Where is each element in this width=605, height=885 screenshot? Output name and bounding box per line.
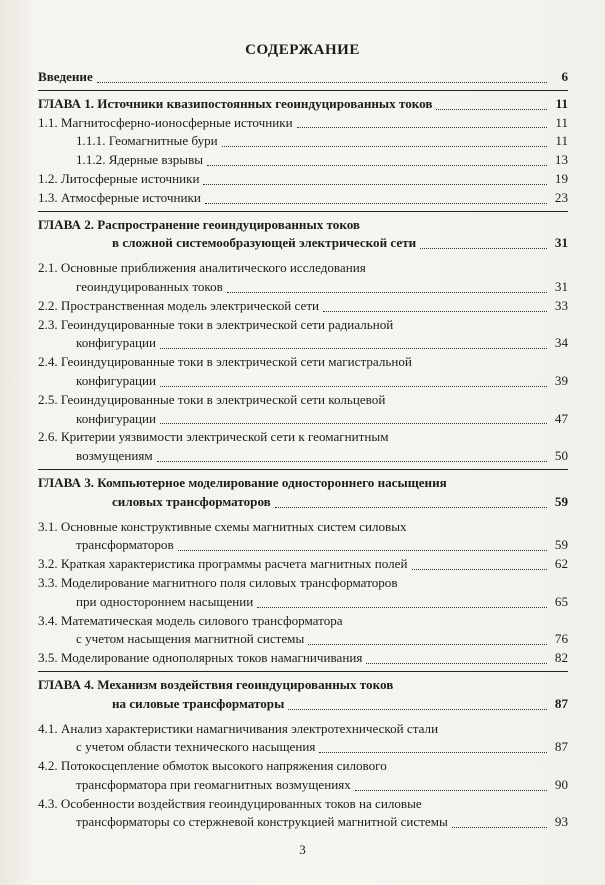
- dot-leader: [308, 644, 547, 645]
- toc-entry-label: 1.1.2. Ядерные взрывы: [76, 152, 204, 168]
- toc-entry-label: силовых трансформаторов: [112, 493, 271, 509]
- toc-section-4-3-line1[interactable]: 4.3. Особенности воздействия геоиндуцированных токов на силовые: [38, 795, 422, 811]
- toc-section-2-1[interactable]: [38, 278, 568, 297]
- page-title: СОДЕРЖАНИЕ: [245, 42, 360, 58]
- toc-page-number: 11: [555, 114, 568, 130]
- toc-section-3-1-line1[interactable]: 3.1. Основные конструктивные схемы магнитных систем силовых: [38, 518, 407, 534]
- toc-section-3-3[interactable]: [38, 593, 568, 612]
- dot-leader: [203, 184, 547, 185]
- dot-leader: [412, 569, 548, 570]
- toc-entry-label: на силовые трансформаторы: [112, 695, 285, 711]
- toc-page-number: 6: [561, 69, 568, 84]
- toc-page-number: 11: [555, 133, 568, 149]
- dot-leader: [436, 109, 547, 110]
- dot-leader: [420, 248, 547, 249]
- toc-entry-label: трансформатора при геомагнитных возмущениях: [76, 776, 351, 792]
- toc-entry-label: 2.2. Пространственная модель электрической сети: [38, 297, 320, 313]
- toc-entry-label: 3.5. Моделирование однополярных токов намагничивания: [38, 650, 363, 666]
- toc-section-3-4-line1[interactable]: 3.4. Математическая модель силового трансформатора: [38, 612, 343, 628]
- dot-leader: [355, 790, 547, 791]
- toc-entry-label: конфигурации: [76, 335, 157, 351]
- dot-leader: [160, 348, 547, 349]
- toc-section-1-3[interactable]: [38, 189, 568, 208]
- toc-page-number: 62: [554, 556, 568, 572]
- toc-page-number: 19: [554, 170, 568, 186]
- toc-chapter-3-title-line1[interactable]: ГЛАВА 3. Компьютерное моделирование одностороннего насыщения: [38, 474, 447, 490]
- toc-section-4-1-line1[interactable]: 4.1. Анализ характеристики намагничивания электротехнической стали: [38, 720, 439, 736]
- dot-leader: [297, 127, 547, 128]
- toc-section-2-4-line1[interactable]: 2.4. Геоиндуцированные токи в электрической сети магистральной: [38, 354, 412, 370]
- toc-section-2-3[interactable]: [38, 334, 568, 353]
- chapter-separator: [38, 211, 568, 212]
- toc-entry-label: в сложной системообразующей электрической сети: [112, 235, 417, 251]
- toc-entry-label: с учетом области технического насыщения: [76, 739, 316, 755]
- toc-page-number: 11: [555, 95, 568, 111]
- toc-page-number: 90: [554, 776, 568, 792]
- toc-section-2-4[interactable]: [38, 372, 568, 391]
- toc-entry-label: при одностороннем насыщении: [76, 593, 254, 609]
- dot-leader: [275, 507, 547, 508]
- toc-page-number: 34: [554, 335, 568, 351]
- toc-chapter-3[interactable]: [38, 493, 568, 512]
- toc-page-number: 13: [554, 152, 568, 168]
- toc-page-number: 82: [554, 650, 568, 666]
- toc-section-3-3-line1[interactable]: 3.3. Моделирование магнитного поля силовых трансформаторов: [38, 574, 398, 590]
- toc-page-number: 65: [554, 593, 568, 609]
- toc-entry-label: конфигурации: [76, 410, 157, 426]
- toc-page-number: 31: [554, 278, 568, 294]
- toc-entry-label: 1.3. Атмосферные источники: [38, 189, 201, 205]
- toc-entry-label: 1.2. Литосферные источники: [38, 170, 200, 186]
- dot-leader: [160, 386, 547, 387]
- toc-chapter-2[interactable]: [38, 234, 568, 253]
- dot-leader: [257, 607, 547, 608]
- dot-leader: [160, 423, 547, 424]
- page-number: 3: [299, 842, 306, 857]
- toc-entry-label: конфигурации: [76, 372, 157, 388]
- toc-page-number: 33: [554, 297, 568, 313]
- toc-page-number: 23: [554, 189, 568, 205]
- dot-leader: [452, 827, 547, 828]
- toc-page-number: 87: [554, 695, 568, 711]
- toc-section-4-3[interactable]: [38, 813, 568, 832]
- toc-section-1-1[interactable]: [38, 114, 568, 133]
- toc-section-1-1-1[interactable]: [38, 132, 568, 151]
- toc-section-2-3-line1[interactable]: 2.3. Геоиндуцированные токи в электрической сети радиальной: [38, 316, 394, 332]
- toc-chapter-1[interactable]: [38, 95, 568, 114]
- toc-section-1-1-2[interactable]: [38, 151, 568, 170]
- toc-page-number: 87: [554, 739, 568, 755]
- toc-page-number: 50: [554, 448, 568, 464]
- dot-leader: [366, 663, 547, 664]
- toc-section-2-5[interactable]: [38, 410, 568, 429]
- toc-page-number: 93: [554, 814, 568, 830]
- dot-leader: [157, 461, 547, 462]
- toc-entry-label: трансформаторы со стержневой конструкцией магнитной системы: [76, 814, 448, 830]
- dot-leader: [222, 146, 547, 147]
- toc-section-4-2[interactable]: [38, 776, 568, 795]
- toc-page-number: 39: [554, 372, 568, 388]
- toc-section-2-1-line1[interactable]: 2.1. Основные приближения аналитического исследования: [38, 260, 366, 276]
- toc-entry-label: возмущениям: [76, 448, 153, 464]
- toc-entry-label: Введение: [38, 69, 93, 84]
- toc-entry-intro[interactable]: [38, 68, 568, 87]
- toc-section-1-2[interactable]: [38, 170, 568, 189]
- toc-section-2-6[interactable]: [38, 447, 568, 466]
- toc-chapter-4-title-line1[interactable]: ГЛАВА 4. Механизм воздействия геоиндуцированных токов: [38, 676, 394, 692]
- toc-page-number: 59: [554, 493, 568, 509]
- table-of-contents: [38, 68, 568, 832]
- dot-leader: [205, 203, 547, 204]
- dot-leader: [323, 311, 547, 312]
- dot-leader: [207, 165, 547, 166]
- toc-section-3-5[interactable]: [38, 649, 568, 668]
- toc-section-3-4[interactable]: [38, 630, 568, 649]
- dot-leader: [97, 82, 547, 83]
- toc-chapter-4[interactable]: [38, 695, 568, 714]
- toc-entry-label: ГЛАВА 1. Источники квазипостоянных геоиндуцированных токов: [38, 95, 433, 111]
- toc-section-2-5-line1[interactable]: 2.5. Геоиндуцированные токи в электрической сети кольцевой: [38, 391, 386, 407]
- toc-entry-label: с учетом насыщения магнитной системы: [76, 631, 305, 647]
- toc-page-number: 76: [554, 631, 568, 647]
- dot-leader: [227, 292, 547, 293]
- chapter-separator: [38, 671, 568, 672]
- dot-leader: [178, 550, 547, 551]
- toc-entry-label: трансформаторов: [76, 537, 174, 553]
- toc-section-4-1[interactable]: [38, 738, 568, 757]
- toc-section-2-2[interactable]: [38, 297, 568, 316]
- chapter-separator: [38, 469, 568, 470]
- dot-leader: [319, 752, 547, 753]
- toc-entry-label: 1.1.1. Геомагнитные бури: [76, 133, 218, 149]
- toc-section-3-1[interactable]: [38, 536, 568, 555]
- toc-entry-label: 3.2. Краткая характеристика программы расчета магнитных полей: [38, 556, 408, 572]
- toc-page-number: 59: [554, 537, 568, 553]
- dot-leader: [288, 709, 547, 710]
- toc-section-3-2[interactable]: [38, 555, 568, 574]
- toc-section-4-2-line1[interactable]: 4.2. Потокосцепление обмоток высокого напряжения силового: [38, 758, 387, 774]
- toc-page-number: 31: [554, 235, 568, 251]
- toc-entry-label: геоиндуцированных токов: [76, 278, 223, 294]
- toc-section-2-6-line1[interactable]: 2.6. Критерии уязвимости электрической сети к геомагнитным: [38, 429, 389, 445]
- toc-entry-label: 1.1. Магнитосферно-ионосферные источники: [38, 114, 293, 130]
- toc-page-number: 47: [554, 410, 568, 426]
- toc-chapter-2-title-line1[interactable]: ГЛАВА 2. Распространение геоиндуцированных токов: [38, 216, 360, 232]
- chapter-separator: [38, 90, 568, 91]
